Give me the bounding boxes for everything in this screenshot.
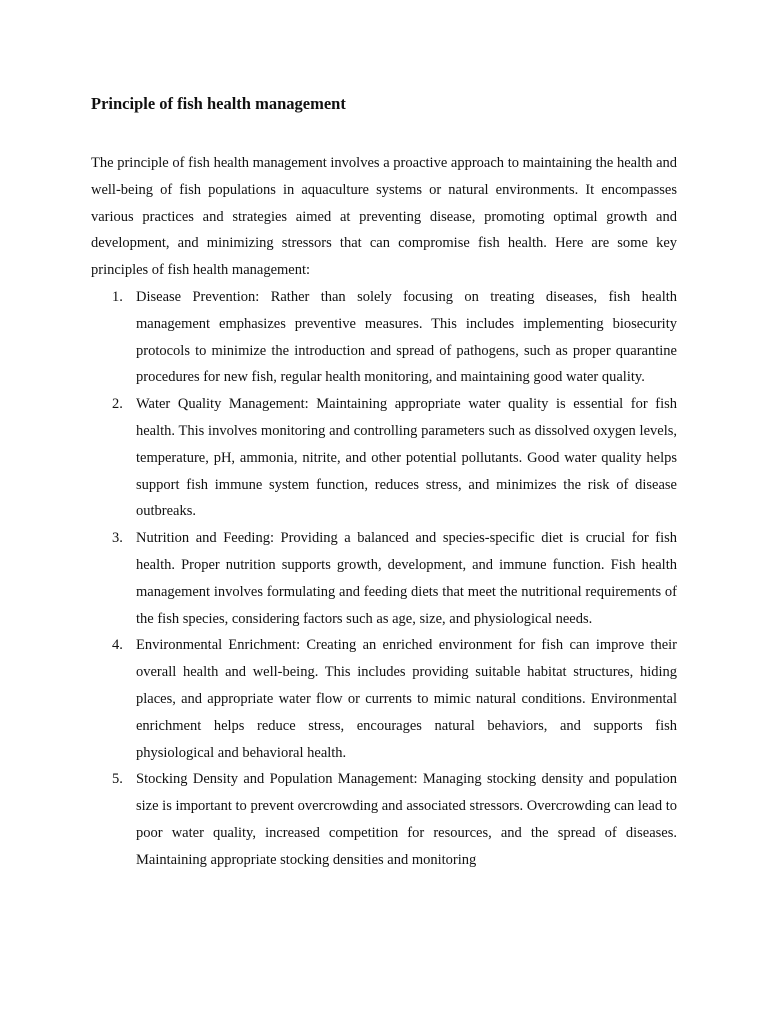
document-title: Principle of fish health management [91,94,346,113]
list-item-number: 5. [112,771,123,788]
intro-paragraph: The principle of fish health management involves a proactive approach to maintaining the health and well-being of fish populations in aquaculture systems or natural environments. It encompasses various practices and strategies aimed at preventing disease, promoting optimal growth and development, and minimizing stressors that can compromise fish health. Here are some key principles of fish health management: [91,155,677,279]
list-item [91,284,677,391]
list-item-text: Stocking Density and Population Management: Managing stocking density and population size is important to prevent overcrowding and associated stressors. Overcrowding can lead to poor water quality, increased competition for resources, and the spread of diseases. Maintaining appropriate stocking densities and monitoring [136,771,677,868]
list-item [91,766,677,873]
list-item-number: 4. [112,637,123,654]
list-item-text: Disease Prevention: Rather than solely focusing on treating diseases, fish health management emphasizes preventive measures. This includes implementing biosecurity protocols to minimize the introduction and spread of pathogens, such as proper quarantine procedures for new fish, regular health monitoring, and maintaining good water quality. [136,289,677,386]
list-item-text: Water Quality Management: Maintaining appropriate water quality is essential for fish health. This involves monitoring and controlling parameters such as dissolved oxygen levels, temperature, pH, ammonia, nitrite, and other potential pollutants. Good water quality helps support fish immune system function, reduces stress, and minimizes the risk of disease outbreaks. [136,396,677,520]
list-item-number: 3. [112,530,123,547]
list-item-number: 1. [112,289,123,305]
list-item-text: Environmental Enrichment: Creating an enriched environment for fish can improve their overall health and well-being. This includes providing suitable habitat structures, hiding places, and appropriate water flow or currents to mimic natural conditions. Environmental enrichment helps reduce stress, encourages natural behaviors, and supports fish physiological and behavioral health. [136,637,677,761]
principles-list [91,284,677,874]
list-item [91,632,677,766]
list-item [91,525,677,632]
list-item [91,391,677,525]
list-item-number: 2. [112,396,123,413]
list-item-text: Nutrition and Feeding: Providing a balanced and species-specific diet is crucial for fish health. Proper nutrition supports growth, development, and immune function. Fish health management involves formulating and feeding diets that meet the nutritional requirements of the fish species, considering factors such as age, size, and physiological needs. [136,530,677,627]
